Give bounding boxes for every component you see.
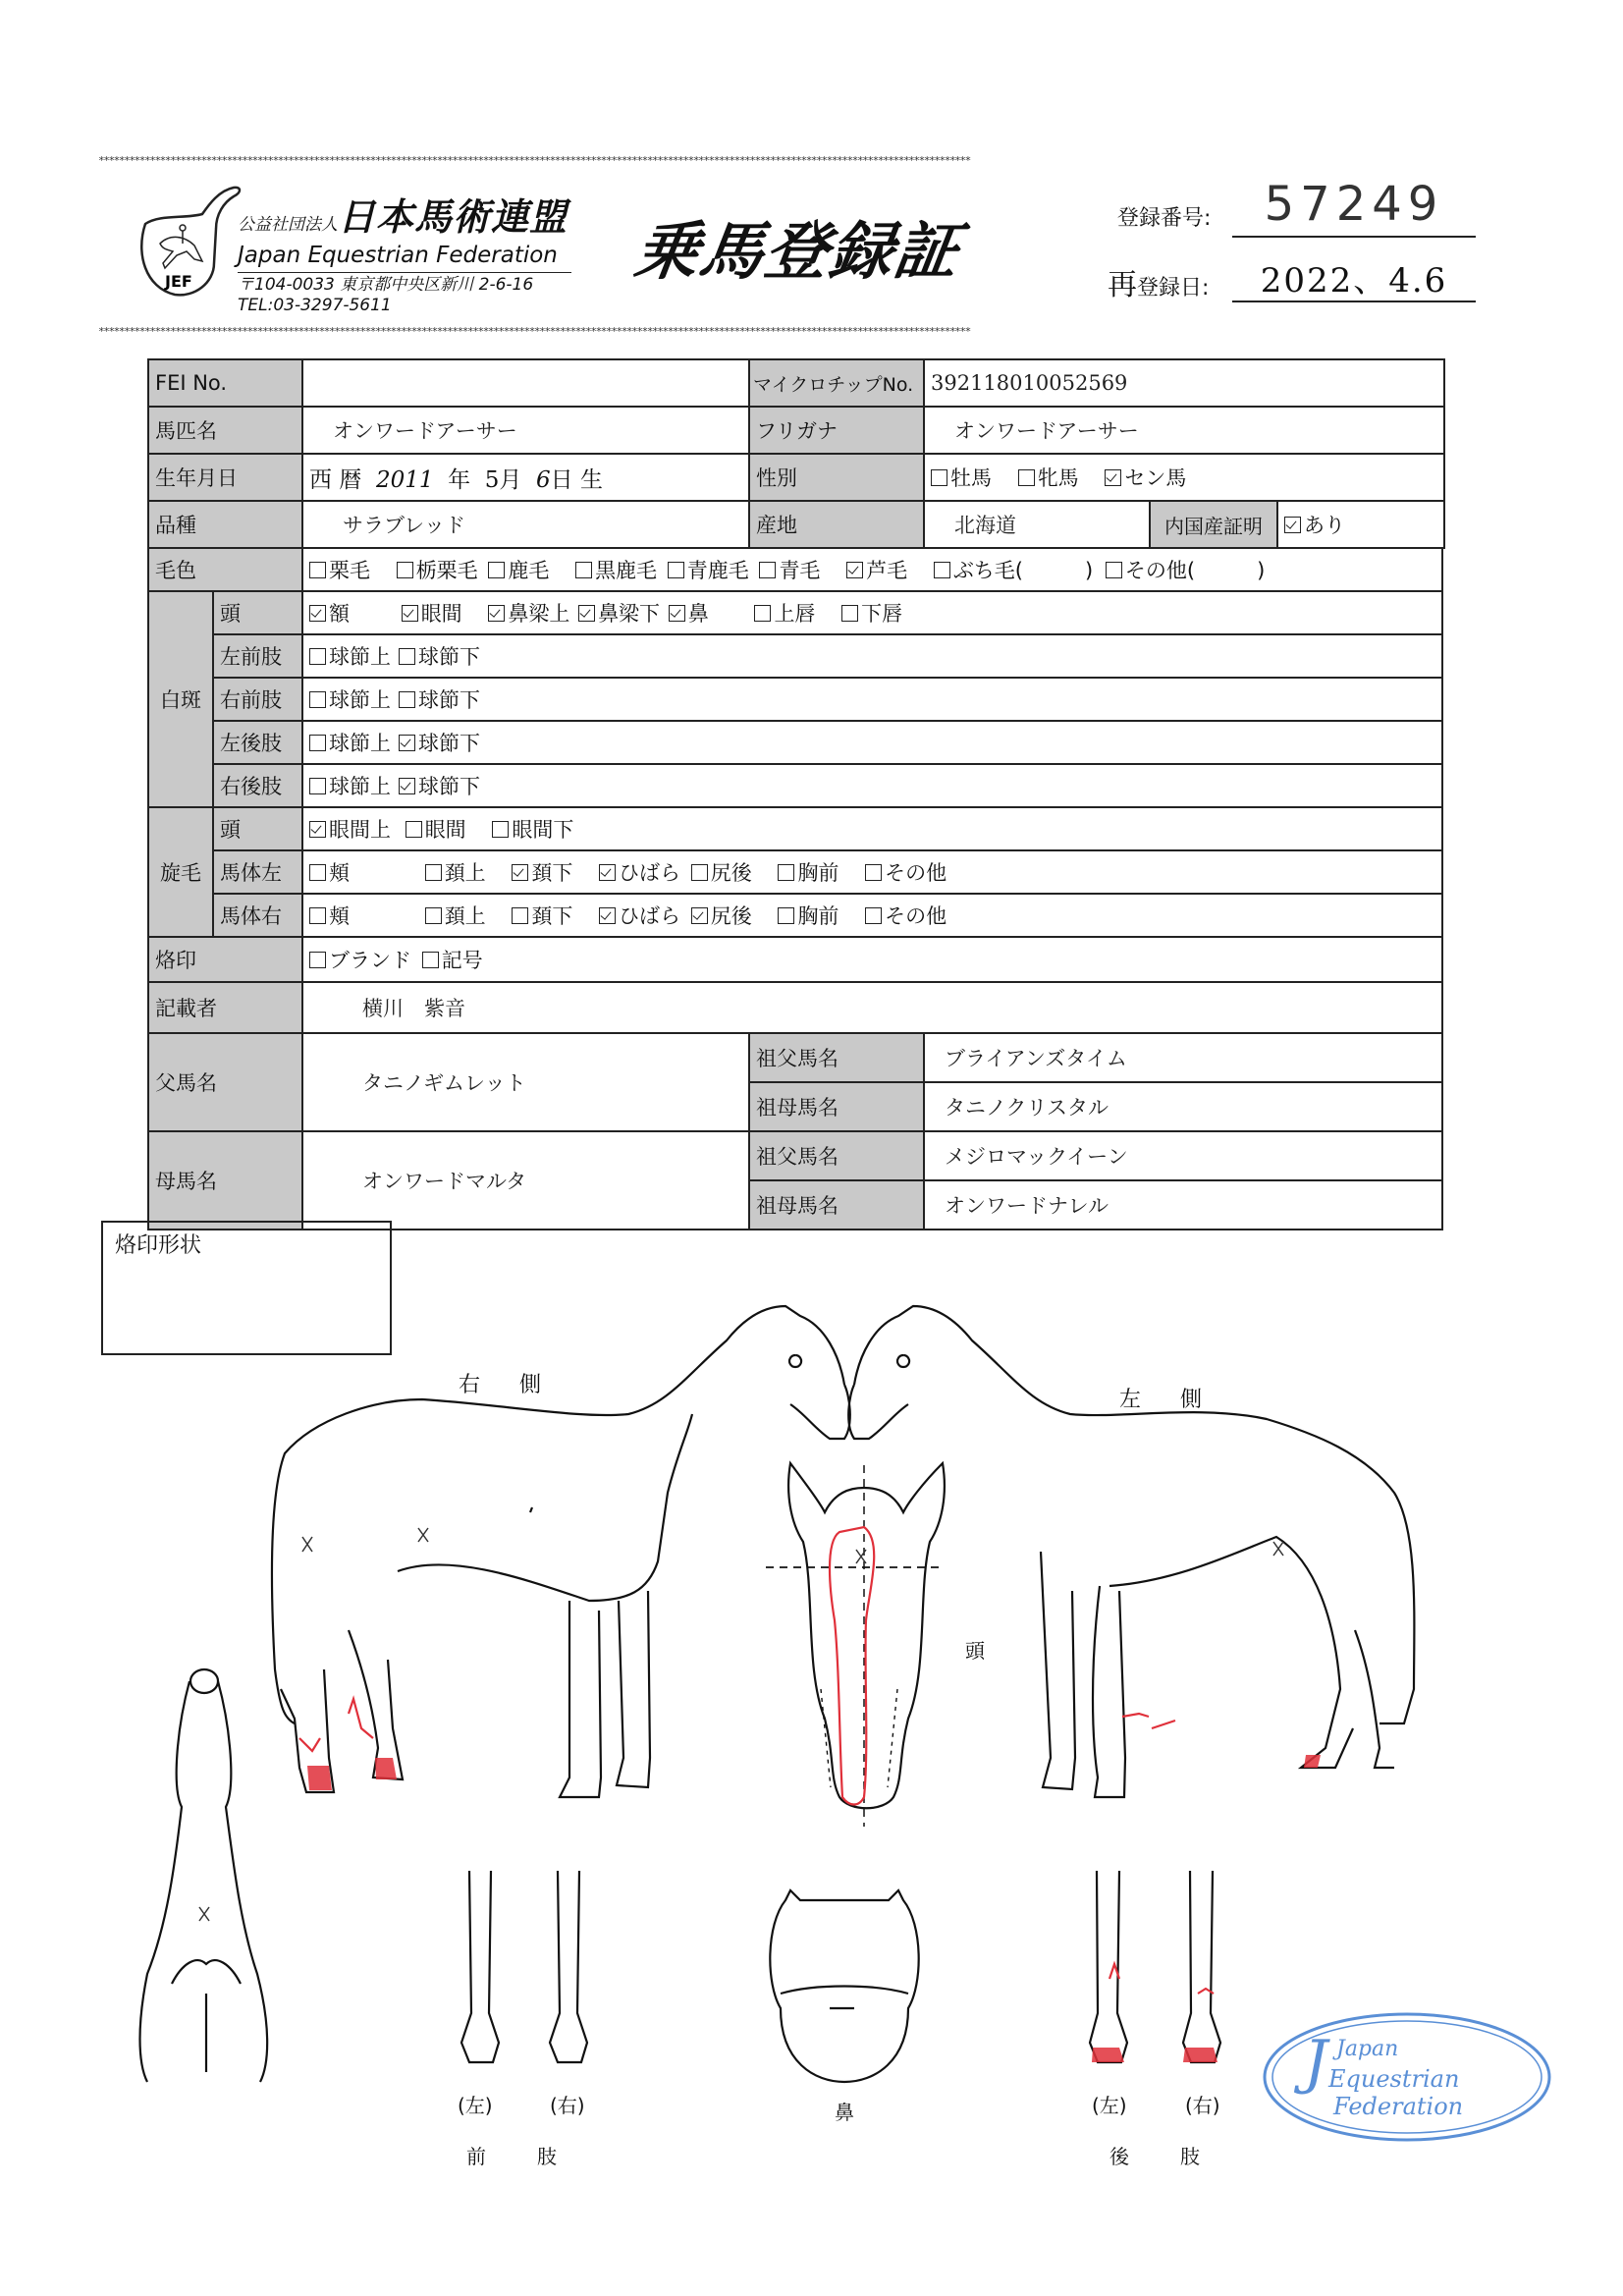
whorl-option[interactable]: 頚上 — [425, 857, 486, 887]
svg-text:Equestrian: Equestrian — [1328, 2065, 1460, 2093]
whorl-option[interactable]: 頬 — [309, 901, 350, 930]
reg-no-label: 登録番号: — [1117, 206, 1212, 231]
coat-option[interactable]: ぶち毛( ) — [934, 555, 1093, 584]
whorl-part: 馬体右 — [213, 894, 302, 937]
dam-grandsire-value: メジロマックイーン — [924, 1131, 1442, 1180]
wm-part: 頭 — [213, 591, 302, 634]
horse-name-label: 馬匹名 — [148, 407, 302, 454]
right-side-horse-icon — [272, 1306, 850, 1797]
whorl-option[interactable]: 眼間 — [406, 814, 466, 844]
whorl-option[interactable]: 眼間上 — [309, 814, 391, 844]
right-side-label: 右側 — [459, 1373, 581, 1397]
nose-view-icon — [770, 1890, 918, 2082]
svg-text:J: J — [1304, 2028, 1328, 2097]
org-name-jp: 日本馬術連盟 — [338, 195, 568, 239]
whorl-option[interactable]: 尻後 — [691, 901, 752, 930]
org-address: 〒104-0033 東京都中央区新川 2-6-16 — [238, 275, 534, 295]
whorl-option[interactable]: ひばら — [599, 857, 680, 887]
furigana-value: オンワードアーサー — [924, 407, 1444, 454]
whorl-marks — [199, 1528, 1283, 1921]
brand-label: 烙印 — [148, 937, 302, 982]
hind-left-label: (左) — [1092, 2094, 1127, 2117]
whorl-option[interactable]: 胸前 — [778, 901, 839, 930]
nose-label: 鼻 — [835, 2101, 854, 2124]
fore-legs-icon — [461, 1871, 587, 2062]
wm-option[interactable]: 球節上 — [309, 771, 391, 800]
wm-option[interactable]: 上唇 — [754, 598, 815, 628]
whorl-option[interactable]: その他 — [865, 857, 947, 887]
sex-option-gelding[interactable]: セン馬 — [1105, 463, 1186, 492]
whorl-option[interactable]: その他 — [865, 901, 947, 930]
sire-value: タニノギムレット — [302, 1033, 749, 1131]
wm-option[interactable]: 眼間 — [402, 598, 462, 628]
birth-label: 生年月日 — [148, 454, 302, 501]
recorder-value: 横川 紫音 — [302, 982, 1442, 1033]
breed-value: サラブレッド — [302, 501, 749, 548]
wm-option[interactable]: 球節上 — [309, 641, 391, 671]
whorl-option[interactable]: 頚上 — [425, 901, 486, 930]
fore-legs-caption: 前 肢 — [466, 2145, 561, 2168]
whorl-part: 馬体左 — [213, 850, 302, 894]
divider-top: ************************************************************************************************************************************************************************** — [98, 155, 970, 167]
hind-legs-caption: 後 肢 — [1109, 2145, 1204, 2168]
brand-option[interactable]: ブランド — [309, 945, 411, 974]
sex-option-mare[interactable]: 牝馬 — [1018, 463, 1079, 492]
wm-option[interactable]: 球節下 — [399, 771, 480, 800]
left-side-horse-icon — [848, 1306, 1414, 1797]
hind-legs-icon — [1090, 1871, 1220, 2062]
fore-right-label: (右) — [550, 2094, 585, 2117]
sire-granddam-label: 祖母馬名 — [749, 1082, 924, 1131]
origin-value: 北海道 — [924, 501, 1150, 548]
whorls-label: 旋毛 — [148, 807, 213, 937]
wm-option[interactable]: 球節上 — [309, 728, 391, 757]
wm-part: 左前肢 — [213, 634, 302, 678]
wm-option[interactable]: 鼻梁上 — [488, 598, 569, 628]
head-front-view-icon — [766, 1463, 945, 1827]
svg-text:Federation: Federation — [1333, 2093, 1464, 2120]
fei-no-label: FEI No. — [148, 359, 302, 407]
white-marking-annotations — [299, 1527, 1214, 1994]
domestic-cert-option[interactable]: あり — [1277, 501, 1444, 548]
dam-label: 母馬名 — [148, 1131, 302, 1230]
org-tel: TEL:03-3297-5611 — [238, 296, 392, 315]
white-markings-label: 白斑 — [148, 591, 213, 807]
wm-option[interactable]: 下唇 — [841, 598, 902, 628]
dam-grandsire-label: 祖父馬名 — [749, 1131, 924, 1180]
coat-option[interactable]: 栗毛 — [309, 555, 370, 584]
whorl-option[interactable]: 頬 — [309, 857, 350, 887]
whorl-option[interactable]: 頚下 — [512, 901, 572, 930]
wm-option[interactable]: 球節下 — [399, 684, 480, 714]
coat-option[interactable]: その他( ) — [1106, 555, 1265, 584]
left-side-label: 左側 — [1119, 1388, 1242, 1412]
sex-label: 性別 — [749, 454, 924, 501]
dam-granddam-label: 祖母馬名 — [749, 1180, 924, 1230]
microchip-label: マイクロチップNo. — [749, 359, 924, 407]
svg-text:JEF: JEF — [165, 272, 192, 291]
head-label: 頭 — [965, 1639, 985, 1663]
whorl-option[interactable]: 尻後 — [691, 857, 752, 887]
org-name-en: Japan Equestrian Federation — [238, 243, 571, 273]
brand-option[interactable]: 記号 — [422, 945, 483, 974]
dam-granddam-value: オンワードナレル — [924, 1180, 1442, 1230]
whorl-option[interactable]: 頚下 — [512, 857, 572, 887]
hind-right-label: (右) — [1185, 2094, 1220, 2117]
reg-date-value: 2022、4.6 — [1232, 253, 1476, 302]
coat-option-checked[interactable]: 芦毛 — [846, 555, 907, 584]
birth-value: 西 暦 2011 年 5月 6日 生 — [302, 454, 749, 501]
jef-stamp-icon — [1260, 2008, 1554, 2146]
sire-grandsire-value: ブライアンズタイム — [924, 1033, 1442, 1082]
sire-label: 父馬名 — [148, 1033, 302, 1131]
furigana-label: フリガナ — [749, 407, 924, 454]
origin-label: 産地 — [749, 501, 924, 548]
reg-no-value: 57249 — [1232, 177, 1476, 238]
wm-option[interactable]: 鼻 — [669, 598, 709, 628]
sire-grandsire-label: 祖父馬名 — [749, 1033, 924, 1082]
whorl-option[interactable]: 胸前 — [778, 857, 839, 887]
coat-color-label: 毛色 — [148, 548, 302, 591]
whorl-option[interactable]: 眼間下 — [492, 814, 573, 844]
org-prefix: 公益社団法人 — [238, 215, 338, 235]
wm-option[interactable]: 鼻梁下 — [578, 598, 660, 628]
wm-option[interactable]: 球節下 — [399, 728, 480, 757]
dam-value: オンワードマルタ — [302, 1131, 749, 1230]
sex-option-stallion[interactable]: 牡馬 — [931, 463, 992, 492]
coat-option[interactable]: 青鹿毛 — [668, 555, 749, 584]
wm-part: 右前肢 — [213, 678, 302, 721]
wm-option[interactable]: 額 — [309, 598, 350, 628]
fore-left-label: (左) — [458, 2094, 493, 2117]
wm-option[interactable]: 球節下 — [399, 641, 480, 671]
document-title: 乗馬登録証 — [629, 216, 965, 289]
breed-label: 品種 — [148, 501, 302, 548]
wm-part: 左後肢 — [213, 721, 302, 764]
coat-option[interactable]: 鹿毛 — [488, 555, 549, 584]
divider-bottom: ************************************************************************************************************************************************************************** — [98, 326, 970, 338]
wm-part: 右後肢 — [213, 764, 302, 807]
horse-name-value: オンワードアーサー — [302, 407, 749, 454]
microchip-value: 392118010052569 — [924, 359, 1444, 407]
brand-shape-box: 烙印形状 — [101, 1221, 392, 1355]
recorder-label: 記載者 — [148, 982, 302, 1033]
coat-option[interactable]: 黒鹿毛 — [575, 555, 657, 584]
whorl-part: 頭 — [213, 807, 302, 850]
wm-option[interactable]: 球節上 — [309, 684, 391, 714]
svg-text:Japan: Japan — [1336, 2037, 1399, 2061]
coat-option[interactable]: 栃栗毛 — [397, 555, 478, 584]
whorl-option[interactable]: ひばら — [599, 901, 680, 930]
sire-granddam-value: タニノクリスタル — [924, 1082, 1442, 1131]
neck-top-view-icon — [140, 1669, 268, 2082]
domestic-cert-label: 内国産証明 — [1150, 501, 1277, 548]
reg-date-label: 再登録日: — [1108, 268, 1210, 302]
coat-option[interactable]: 青毛 — [759, 555, 820, 584]
